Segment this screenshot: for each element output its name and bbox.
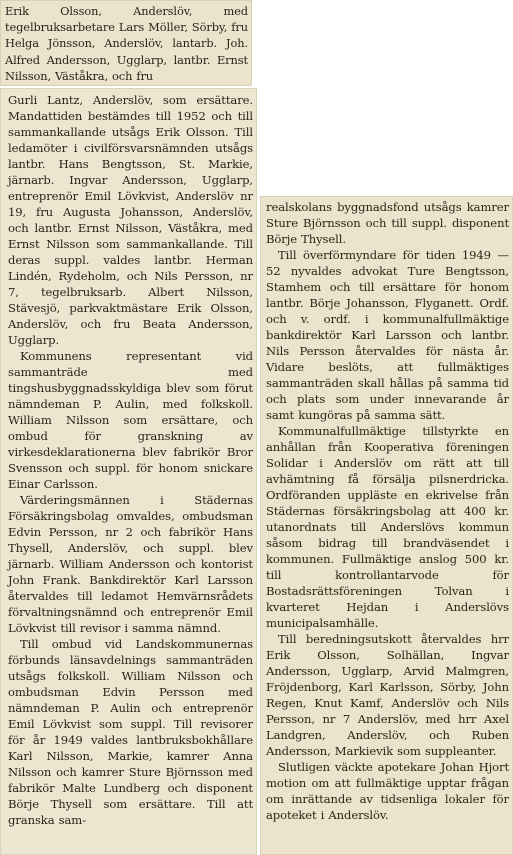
clipping-top (0, 0, 252, 86)
left-paragraph-4: Till ombud vid Landskommunernas förbunds länsavdelnings sammanträden utsågs folkskoll. William Nilsson och ombudsman Edvin Persson med nämndeman P. Aulin och entreprenör Emil Lövkvist som suppl. Till revisorer för år 1949 valdes lantbruksbokhållare Karl Nilsson, Markie, kamrer Anna Nilsson och kamrer Sture Björnsson med fabrikör Malte Lundberg och disponent Börje Thysell som ersättare. Till att granska sam- (8, 637, 253, 827)
clipping-right-column (260, 196, 513, 855)
right-paragraph-4: Till beredningsutskott återvaldes hrr Erik Olsson, Solhällan, Ingvar Andersson, Ugglarp, Arvid Malmgren, Fröjdenborg, Karl Karlsson, Sörby, John Regen, Knut Kamf, Anderslöv och Nils Persson, nr 7 Anderslöv, med hrr Axel Landgren, Anderslöv, och Ruben Andersson, Markievik som suppleanter. (266, 632, 509, 758)
left-paragraph-3: Värderingsmännen i Städernas Försäkringsbolag omvaldes, ombudsman Edvin Persson, nr 2 och fabrikör Hans Thysell, Anderslöv, och suppl. blev järnarb. William Andersson och kontorist John Frank. Bankdirektör Karl Larsson återvaldes till ledamot Hemvärnsrådets förvaltningsnämnd och entreprenör Emil Lövkvist till revisor i samma nämnd. (8, 493, 253, 635)
right-paragraph-5: Slutligen väckte apotekare Johan Hjort motion om att fullmäktige upptar frågan om inrättande av tidsenliga lokaler för apoteket i Anderslöv. (266, 760, 509, 822)
right-paragraph-1: realskolans byggnadsfond utsågs kamrer Sture Björnsson och till suppl. disponent Börje Thysell. (266, 200, 509, 246)
left-paragraph-2: Kommunens representant vid sammanträde med tingshusbyggnadsskyldiga blev som förut nämndeman P. Aulin, med folkskoll. William Nilsson som ersättare, och ombud för granskning av virkesdeklarationerna blev fabrikör Bror Svensson och suppl. för honom snickare Einar Carlsson. (8, 349, 253, 491)
clipping-left-column (0, 88, 257, 855)
left-paragraph-1: Gurli Lantz, Anderslöv, som ersättare. Mandattiden bestämdes till 1952 och till sammankallande utsågs Erik Olsson. Till ledamöter i civilförsvarsnämnden utsågs lantbr. Hans Bengtsson, St. Markie, järnarb. Ingvar Andersson, Ugglarp, entreprenör Emil Lövkvist, Anderslöv nr 19, fru Augusta Johansson, Anderslöv, och lantbr. Ernst Nilsson, Väståkra, med Ernst Nilsson som sammankallande. Till deras suppl. valdes lantbr. Herman Lindén, Rydeholm, och Nils Persson, nr 7, tegelbruksarb. Albert Nilsson, Stävesjö, parkvaktmästare Erik Olsson, Anderslöv, och fru Beata Andersson, Ugglarp. (8, 93, 253, 347)
right-paragraph-2: Till överförmyndare för tiden 1949 —52 nyvaldes advokat Ture Bengtsson, Stamhem och till ersättare för honom lantbr. Börje Johansson, Flyganett. Ordf. och v. ordf. i kommunalfullmäktige bankdirektör Karl Larsson och lantbr. Nils Persson återvaldes för nästa år. Vidare beslöts, att fullmäktiges sammanträden skall hållas på samma tid och plats som under innevarande år samt kungöras på samma sätt. (266, 248, 509, 422)
right-paragraph-3: Kommunalfullmäktige tillstyrkte en anhållan från Kooperativa föreningen Solidar i Anderslöv om rätt att till avhämtning få försälja pilsnerdricka. Ordföranden uppläste en ekrivelse från Städernas försäkringsbolag att 400 kr. utanordnats till Anderslövs kommun såsom bidrag till brandväsendet i kommunen. Fullmäktige anslog 500 kr. till kontrollantarvode för Bostadsrättsföreningen Tolvan i kvarteret Hejdan i Anderslövs municipalsamhälle. (266, 424, 509, 630)
clipping-top-paragraph-1: Erik Olsson, Anderslöv, med tegelbruksarbetare Lars Möller, Sörby, fru Helga Jönsson, Anderslöv, lantarb. Joh. Alfred Andersson, Ugglarp, lantbr. Ernst Nilsson, Väståkra, och fru (5, 4, 248, 83)
